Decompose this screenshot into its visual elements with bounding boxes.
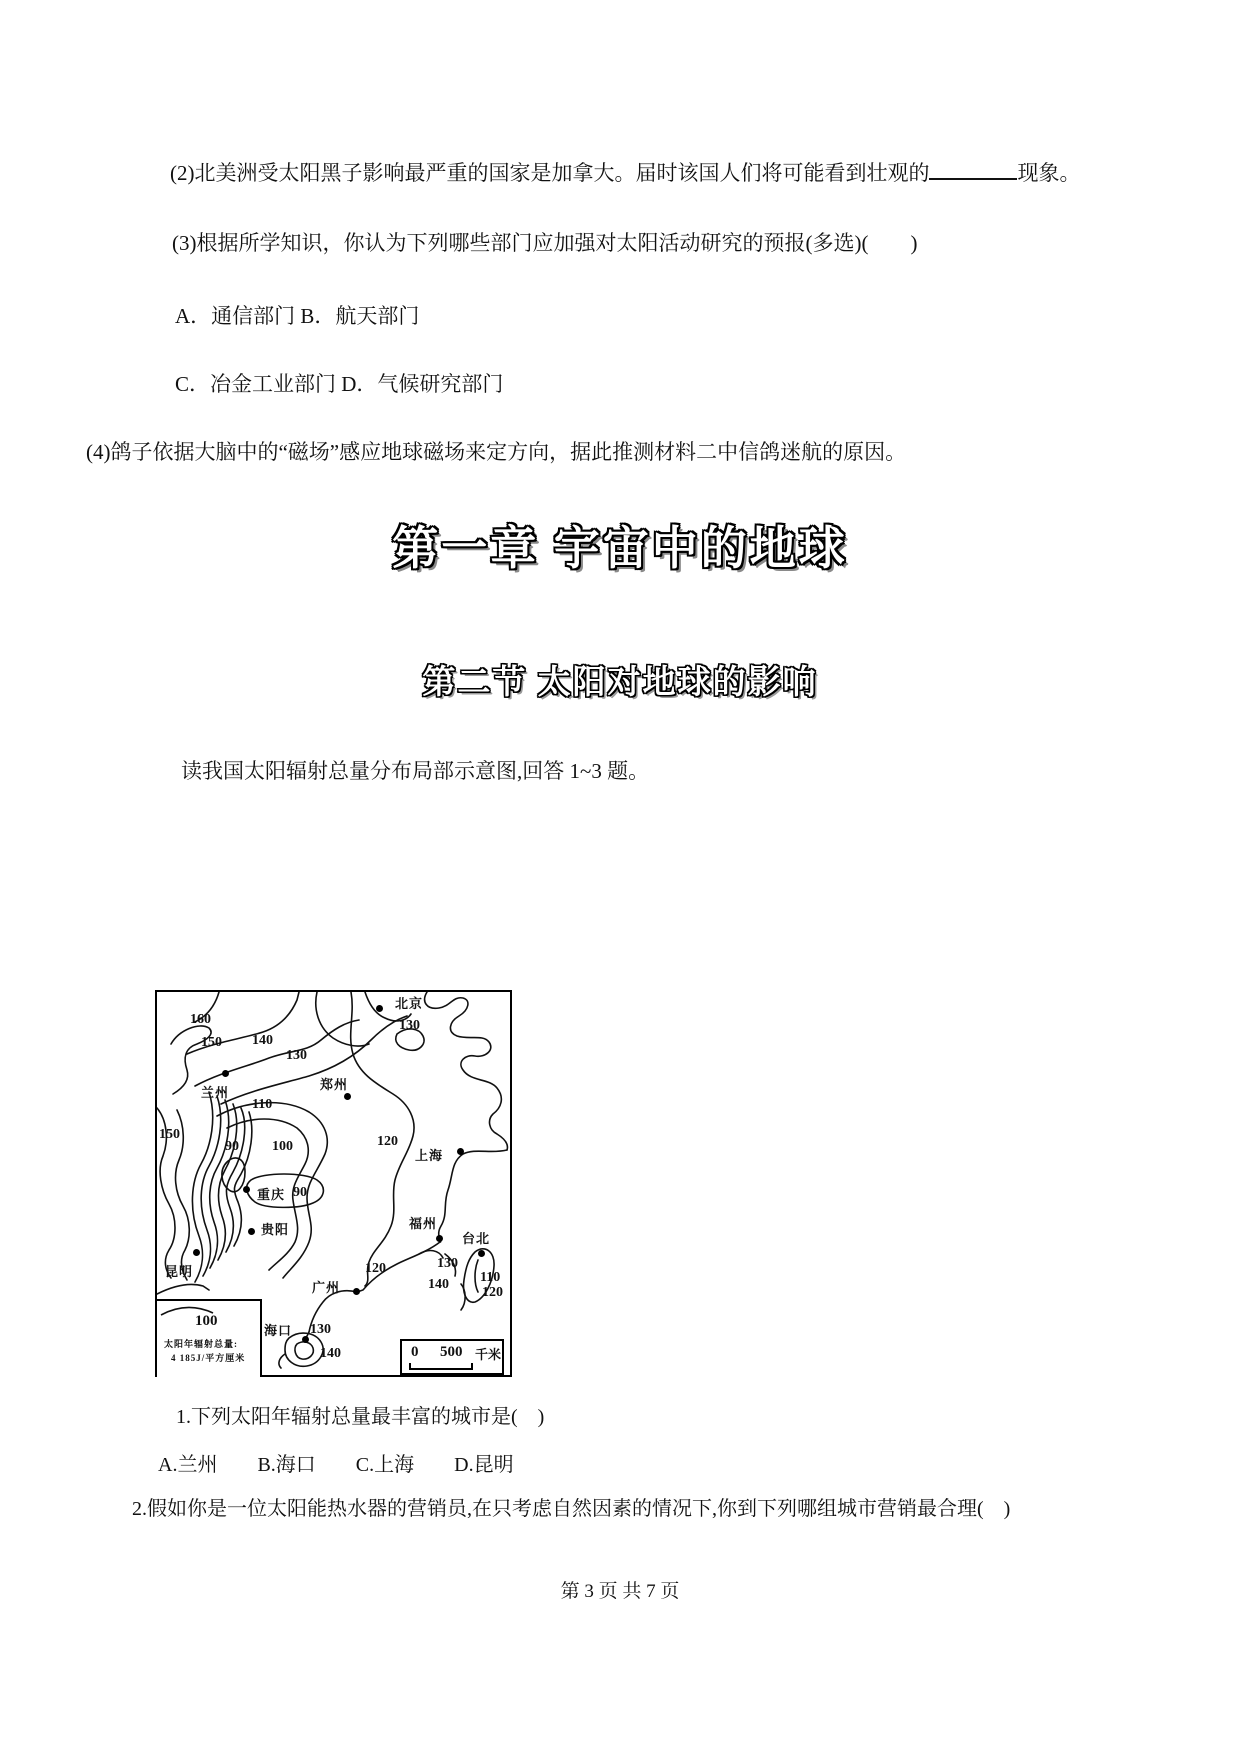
map-contour-label: 130 [399,1018,420,1033]
chapter-title: 第一章 宇宙中的地球 [392,523,848,574]
map-contour-label: 140 [252,1033,273,1048]
map-contour-label: 120 [482,1285,503,1300]
map-contour-label: 90 [293,1185,307,1200]
scale-unit: 千米 [475,1347,502,1362]
map-city-label: 北京 [395,996,424,1011]
exercise-intro: 读我国太阳辐射总量分布局部示意图,回答 1~3 题。 [181,759,650,783]
fill-in-blank[interactable] [929,174,1017,180]
map-city-label: 重庆 [257,1187,286,1202]
map-city-label: 郑州 [320,1077,349,1092]
map-city-label: 上海 [415,1148,444,1163]
map-city-dot [344,1093,351,1100]
map-legend [157,1299,262,1377]
map-contour-label: 130 [437,1256,458,1271]
map-city-dot [243,1186,250,1193]
map-city-label: 广州 [312,1280,341,1295]
exercise-q1-option: D.昆明 [454,1454,514,1476]
map-city-dot [248,1228,255,1235]
question-2-line [170,160,1080,187]
map-city-dot [302,1336,309,1343]
section-title: 第二节 太阳对地球的影响 [422,665,818,701]
map-contour-label: 150 [159,1127,180,1142]
map-contour-label: 140 [428,1277,449,1292]
map-contour-label: 130 [310,1322,331,1337]
question-3-options-cd: C．冶金工业部门 D．气候研究部门 [175,372,504,396]
scale-bracket [409,1363,473,1370]
map-city-dot [193,1249,200,1256]
map-city-label: 台北 [462,1231,491,1246]
map-city-dot [376,1005,383,1012]
legend-unit: 4 185J/平方厘米 [171,1353,246,1363]
map-contour-label: 150 [201,1035,222,1050]
map-city-label: 昆明 [165,1264,194,1279]
map-contour-label: 110 [480,1270,501,1285]
exercise-q1-option: A.兰州 [158,1454,218,1476]
map-contour-label: 90 [225,1139,239,1154]
legend-contour-value: 100 [195,1313,218,1329]
page-number: 第 3 页 共 7 页 [560,1581,680,1602]
question-2-suffix: 现象。 [1017,161,1081,185]
map-contour-label: 120 [365,1261,386,1276]
map-city-label: 贵阳 [261,1222,290,1237]
map-contour-label: 140 [320,1346,341,1361]
map-scale-bar [400,1339,504,1375]
exercise-q1-option: B.海口 [257,1454,316,1476]
exercise-q1: 1.下列太阳年辐射总量最丰富的城市是( ) [176,1406,545,1428]
exercise-q1-option: C.上海 [355,1454,415,1476]
map-city-label: 兰州 [201,1085,230,1100]
map-city-dot [436,1235,443,1242]
map-contour-label: 120 [377,1134,398,1149]
question-3-options-ab: A．通信部门 B．航天部门 [175,304,420,328]
map-city-label: 海口 [264,1323,293,1338]
map-city-dot [353,1288,360,1295]
map-contour-label: 160 [190,1012,211,1027]
question-3-line: (3)根据所学知识，你认为下列哪些部门应加强对太阳活动研究的预报(多选)( ) [172,231,918,255]
map-contour-label: 100 [272,1139,293,1154]
exercise-q1-options [158,1448,554,1477]
question-4-line: (4)鸽子依据大脑中的“磁场”感应地球磁场来定方向，据此推测材料二中信鸽迷航的原因。 [86,440,907,464]
map-city-label: 福州 [409,1216,438,1231]
exercise-q2: 2.假如你是一位太阳能热水器的营销员,在只考虑自然因素的情况下,你到下列哪组城市营销最合理( ) [132,1498,1011,1520]
map-city-dot [457,1148,464,1155]
map-contour-label: 110 [252,1097,273,1112]
scale-zero: 0 [411,1344,419,1360]
solar-radiation-map-figure [155,990,512,1377]
scale-distance: 500 [440,1344,463,1360]
map-city-dot [478,1250,485,1257]
map-city-dot [222,1070,229,1077]
map-contour-label: 130 [286,1048,307,1063]
legend-title: 太阳年辐射总量: [164,1339,238,1349]
legend-contour-arc [157,1301,217,1317]
question-2-text: (2)北美洲受太阳黑子影响最严重的国家是加拿大。届时该国人们将可能看到壮观的 [170,161,930,185]
